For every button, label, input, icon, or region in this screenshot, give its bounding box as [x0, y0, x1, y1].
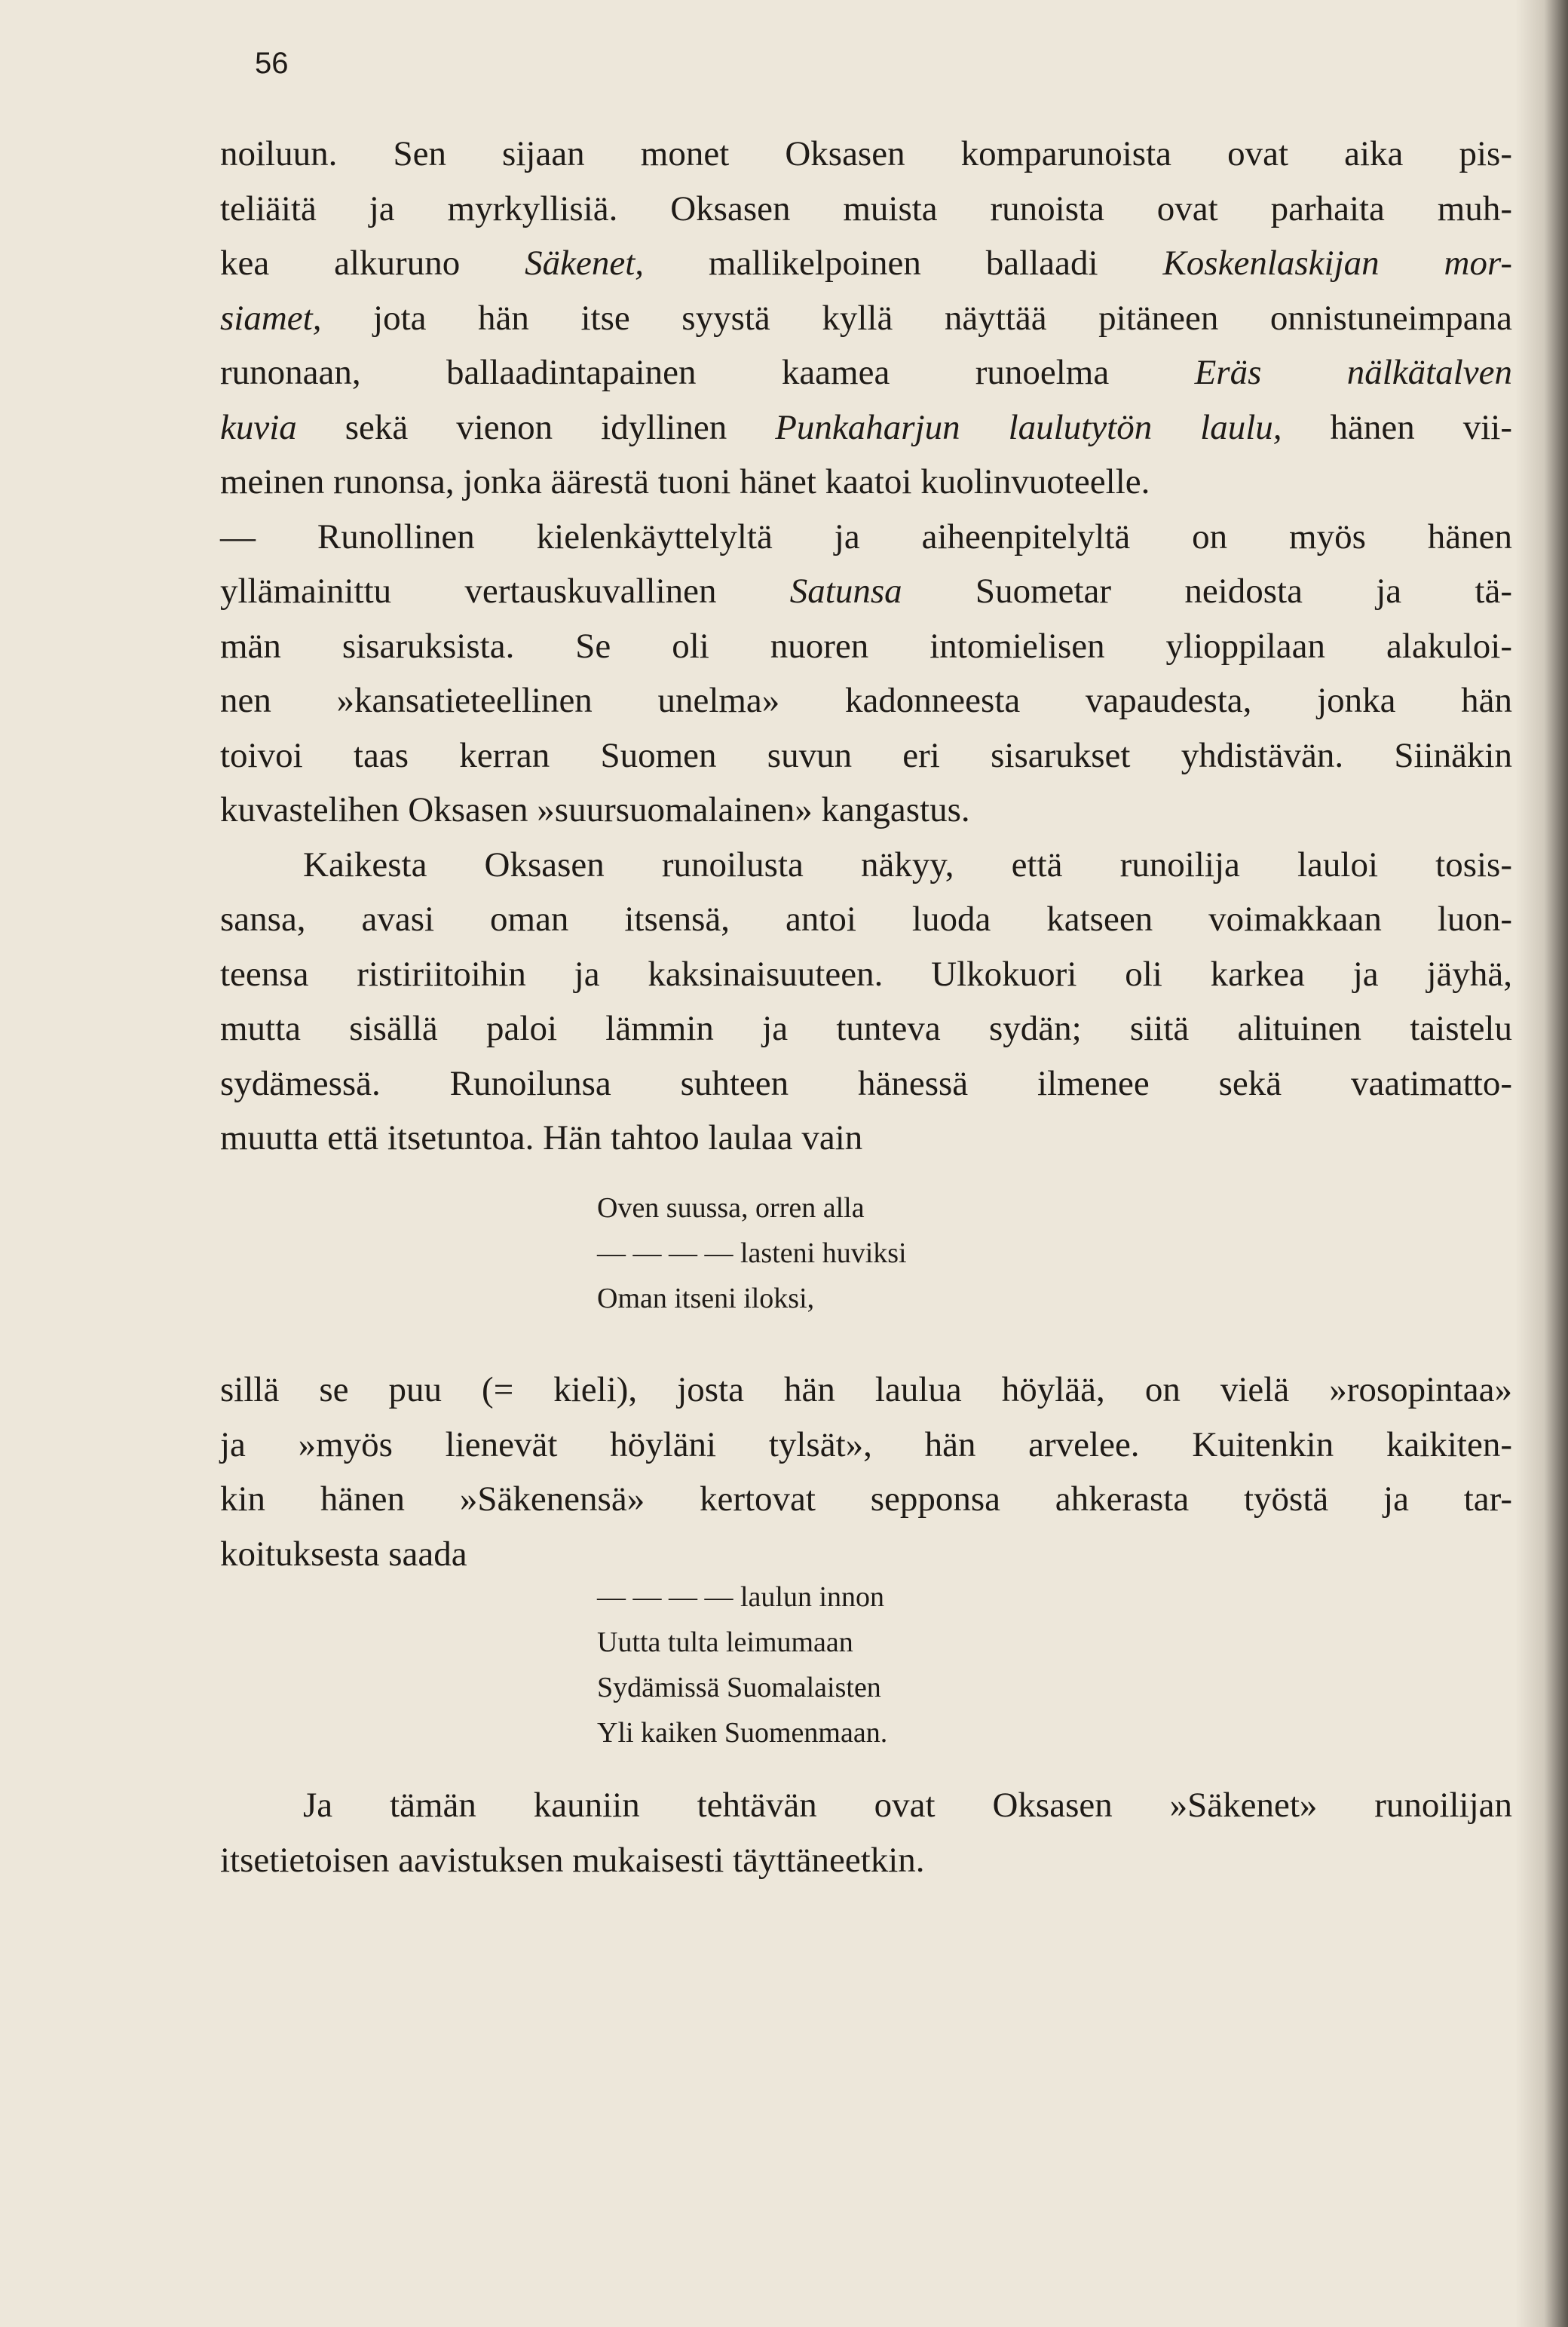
italic-title: Eräs nälkätalven: [1194, 353, 1512, 392]
text-run: kuvastelihen Oksasen »suursuomalainen» kangastus.: [220, 790, 970, 829]
italic-title: Koskenlaskijan mor-: [1162, 244, 1512, 283]
verse-quote-1: [597, 1185, 907, 1321]
text-line: [220, 1111, 1512, 1166]
text-run: Kaikesta Oksasen runoilusta näkyy, että runoilija lauloi tosis-: [303, 845, 1512, 885]
verse-line: Yli kaiken Suomenmaan.: [597, 1717, 888, 1749]
body-paragraphs-1: [220, 127, 1512, 1166]
verse-quote-2: [597, 1574, 887, 1755]
body-paragraphs-2: [220, 1363, 1512, 1581]
text-line: [220, 1833, 1512, 1888]
text-run: itsetietoisen aavistuksen mukaisesti täyttäneetkin.: [220, 1840, 925, 1880]
text-run: män sisaruksista. Se oli nuoren intomielisen ylioppilaan alakuloi-: [220, 626, 1512, 666]
text-run: koituksesta saada: [220, 1534, 467, 1574]
verse-line: Oman itseni iloksi,: [597, 1283, 815, 1314]
text-run: sansa, avasi oman itsensä, antoi luoda katseen voimakkaan luon-: [220, 900, 1512, 939]
text-run: kin hänen »Säkenensä» kertovat sepponsa ahkerasta työstä ja tar-: [220, 1479, 1512, 1519]
text-line: [220, 127, 1512, 182]
italic-title: Säkenet,: [525, 244, 645, 283]
italic-title: kuvia: [220, 407, 297, 447]
text-line: [220, 673, 1512, 728]
text-line: [220, 510, 1512, 565]
text-run: sydämessä. Runoilunsa suhteen hänessä ilmenee sekä vaatimatto-: [220, 1063, 1512, 1103]
text-line: [220, 400, 1512, 455]
text-run: kea alkuruno: [220, 244, 525, 283]
text-line: [220, 783, 1512, 838]
text-line: [220, 455, 1512, 510]
text-run: jota hän itse syystä kyllä näyttää pitäneen onnistuneimpana: [321, 298, 1512, 338]
text-line: [220, 1527, 1512, 1582]
text-run: yllämainittu vertauskuvallinen: [220, 572, 790, 611]
text-run: Ja tämän kauniin tehtävän ovat Oksasen »Säkenet» runoilijan: [303, 1786, 1512, 1825]
text-line: [220, 619, 1512, 674]
text-run: hänen vii-: [1282, 407, 1512, 447]
text-line: [220, 1056, 1512, 1111]
text-line: [220, 728, 1512, 783]
text-run: sekä vienon idyllinen: [296, 407, 776, 447]
verse-line: Oven suussa, orren alla: [597, 1192, 865, 1224]
text-line: [220, 1001, 1512, 1056]
text-run: noiluun. Sen sijaan monet Oksasen komparunoista ovat aika pis-: [220, 134, 1512, 173]
text-run: sillä se puu (= kieli), josta hän laulua höylää, on vielä »rosopintaa»: [220, 1370, 1512, 1409]
page-edge-shadow: [1515, 0, 1568, 2327]
text-line: [220, 947, 1512, 1002]
text-run: mallikelpoinen ballaadi: [644, 244, 1163, 283]
page-number: 56: [255, 47, 289, 80]
text-run: — Runollinen kielenkäyttelyltä ja aiheenpitelyltä on myös hänen: [220, 517, 1512, 556]
text-run: ja »myös lienevät höyläni tylsät», hän arvelee. Kuitenkin kaikiten-: [220, 1424, 1512, 1464]
text-line: [220, 182, 1512, 237]
text-run: nen »kansatieteellinen unelma» kadonneesta vapaudesta, jonka hän: [220, 681, 1512, 720]
text-run: meinen runonsa, jonka äärestä tuoni hänet kaatoi kuolinvuoteelle.: [220, 462, 1150, 501]
verse-line: — — — — laulun innon: [597, 1581, 885, 1613]
verse-line: Uutta tulta leimumaan: [597, 1626, 853, 1658]
text-run: teensa ristiriitoihin ja kaksinaisuuteen. Ulkokuori oli karkea ja jäyhä,: [220, 954, 1512, 994]
text-run: muutta että itsetuntoa. Hän tahtoo laulaa vain: [220, 1118, 863, 1157]
text-line: [220, 345, 1512, 400]
italic-title: Punkaharjun laulutytön laulu,: [775, 407, 1282, 447]
text-line: [220, 236, 1512, 291]
text-line: [220, 564, 1512, 619]
text-run: mutta sisällä paloi lämmin ja tunteva sydän; siitä alituinen taistelu: [220, 1009, 1512, 1048]
text-line: [220, 1472, 1512, 1527]
text-line: [220, 1363, 1512, 1418]
body-paragraphs-3: [220, 1778, 1512, 1887]
text-run: runonaan, ballaadintapainen kaamea runoelma: [220, 353, 1195, 392]
text-run: teliäitä ja myrkyllisiä. Oksasen muista runoista ovat parhaita muh-: [220, 189, 1512, 228]
text-line: [220, 892, 1512, 947]
verse-line: Sydämissä Suomalaisten: [597, 1672, 881, 1703]
text-line: [220, 838, 1512, 893]
text-line: [220, 1418, 1512, 1473]
verse-line: — — — — lasteni huviksi: [597, 1237, 907, 1269]
text-run: toivoi taas kerran Suomen suvun eri sisarukset yhdistävän. Siinäkin: [220, 735, 1512, 775]
italic-title: siamet,: [220, 298, 322, 338]
text-line: [220, 1778, 1512, 1833]
italic-title: Satunsa: [789, 572, 902, 611]
text-run: Suometar neidosta ja tä-: [902, 572, 1512, 611]
text-line: [220, 291, 1512, 346]
